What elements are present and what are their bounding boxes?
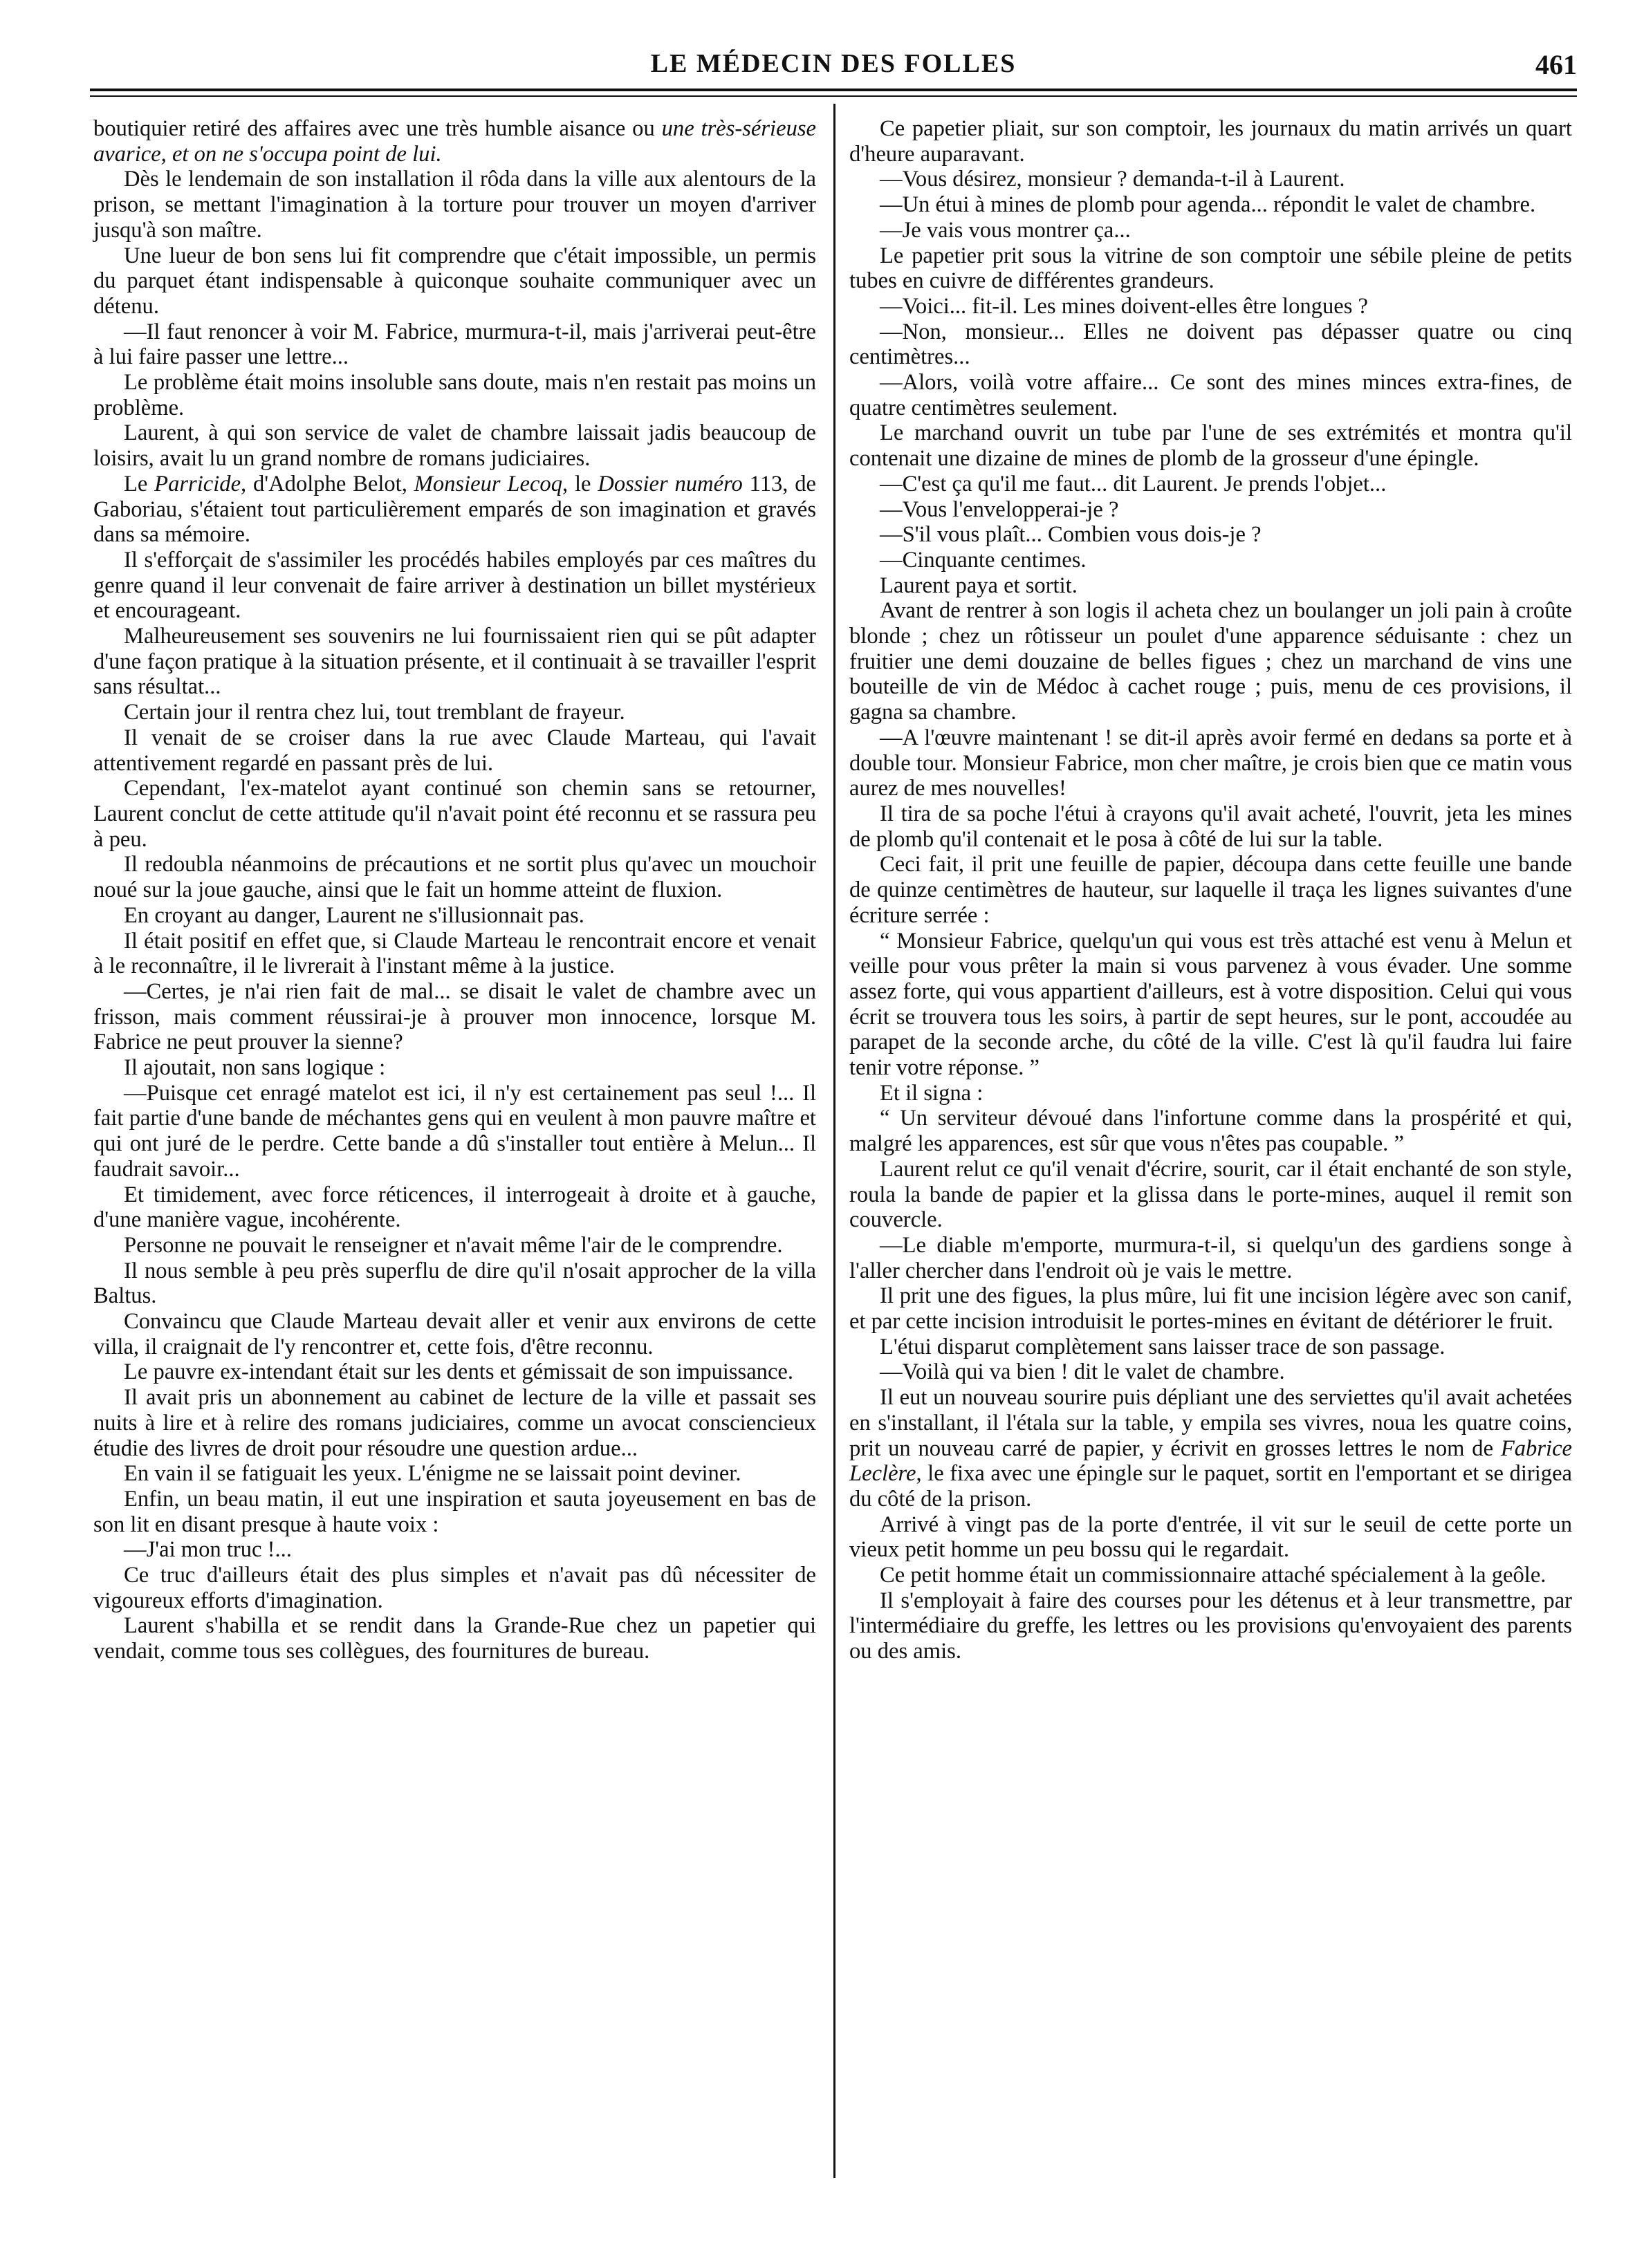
paragraph: Dès le lendemain de son installation il rôda dans la ville aux alentours de la prison, se mettant l'imagination à la torture pour trouver un moyen d'arriver jusqu'à son maître. <box>93 167 816 243</box>
paragraph: Le pauvre ex-intendant était sur les dents et gémissait de son impuissance. <box>124 1359 794 1385</box>
paragraph: Avant de rentrer à son logis il acheta chez un boulanger un joli pain à croûte blonde ; chez un rôtisseur un poulet d'une apparence séduisante : chez un fruitier une demi douzaine de belles figues ; chez un marchand de vins une bouteille de vin de Médoc à cachet rouge ; puis, menu de ces provisions, il gagna sa chambre. <box>849 598 1572 725</box>
paragraph: Cependant, l'ex-matelot ayant continué son chemin sans se retourner, Laurent conclut de cette attitude qu'il n'avait point été reconnu et se rassura peu à peu. <box>93 776 816 852</box>
paragraph: Laurent relut ce qu'il venait d'écrire, sourit, car il était enchanté de son style, roula la bande de papier et la glissa dans le porte-mines, auquel il remit son couvercle. <box>849 1156 1572 1233</box>
paragraph: Le papetier prit sous la vitrine de son comptoir une sébile pleine de petits tubes en cuivre de différentes grandeurs. <box>849 243 1572 294</box>
paragraph: Le marchand ouvrit un tube par l'une de ses extrémités et montra qu'il contenait une dizaine de mines de plomb de la grosseur d'une épingle. <box>849 420 1572 472</box>
paragraph: L'étui disparut complètement sans laisser trace de son passage. <box>880 1334 1446 1359</box>
paragraph: Et il signa : <box>880 1080 983 1106</box>
paragraph: Laurent s'habilla et se rendit dans la Grande-Rue chez un papetier qui vendait, comme tous ses collègues, des fournitures de bureau. <box>93 1613 816 1664</box>
paragraph: Personne ne pouvait le renseigner et n'avait même l'air de le comprendre. <box>124 1232 783 1258</box>
right-column <box>849 116 1572 1664</box>
paragraph: —Puisque cet enragé matelot est ici, il n'y est certainement pas seul !... Il fait partie d'une bande de méchantes gens qui en veulent à mon pauvre maître et qui ont juré de le perdre. Cette bande a dû s'installer tout entière à Melun... Il faudrait savoir... <box>93 1080 816 1182</box>
paragraph: Il s'efforçait de s'assimiler les procédés habiles employés par ces maîtres du genre quand il leur convenait de faire arriver à destination un billet mystérieux et encourageant. <box>93 547 816 624</box>
paragraph: —Cinquante centimes. <box>880 547 1087 573</box>
paragraph: —Vous désirez, monsieur ? demanda-t-il à Laurent. <box>880 167 1345 192</box>
header-rule-thick <box>90 89 1577 91</box>
paragraph: Laurent paya et sortit. <box>880 573 1078 598</box>
left-column <box>93 116 816 1664</box>
paragraph: Il venait de se croiser dans la rue avec Claude Marteau, qui l'avait attentivement regardé en passant près de lui. <box>93 725 816 776</box>
paragraph: Malheureusement ses souvenirs ne lui fournissaient rien qui se pût adapter d'une façon pratique à la situation présente, et il continuait à se travailler l'esprit sans résultat... <box>93 624 816 700</box>
paragraph: En croyant au danger, Laurent ne s'illusionnait pas. <box>124 902 584 928</box>
column-divider <box>833 104 835 2178</box>
paragraph: Le Parricide, d'Adolphe Belot, Monsieur Lecoq, le Dossier numéro 113, de Gaboriau, s'étaient tout particulièrement emparés de son imagination et gravés dans sa mémoire. <box>93 471 816 548</box>
paragraph: Ceci fait, il prit une feuille de papier, découpa dans cette feuille une bande de quinze centimètres de hauteur, sur laquelle il traça les lignes suivantes d'une écriture serrée : <box>849 852 1572 928</box>
paragraph: “ Monsieur Fabrice, quelqu'un qui vous est très attaché est venu à Melun et veille pour vous prêter la main si vous parvenez à vous évader. Une somme assez forte, qui vous appartient d'ailleurs, est à votre disposition. Celui qui vous écrit se trouvera tous les soirs, à partir de sept heures, sur le pont, accoudée au parapet de la seconde arche, du côté de la ville. C'est là qu'il faudra lui faire tenir votre réponse. ” <box>849 928 1572 1081</box>
paragraph: —Le diable m'emporte, murmura-t-il, si quelqu'un des gardiens songe à l'aller chercher dans l'endroit où je vais le mettre. <box>849 1232 1572 1283</box>
paragraph: Et timidement, avec force réticences, il interrogeait à droite et à gauche, d'une manière vague, incohérente. <box>93 1182 816 1233</box>
paragraph: —C'est ça qu'il me faut... dit Laurent. Je prends l'objet... <box>880 471 1387 496</box>
paragraph: Une lueur de bon sens lui fit comprendre que c'était impossible, un permis du parquet étant indispensable à quiconque souhaite communiquer avec un détenu. <box>93 243 816 319</box>
paragraph: —Voici... fit-il. Les mines doivent-elles être longues ? <box>880 293 1368 319</box>
paragraph: —Voilà qui va bien ! dit le valet de chambre. <box>880 1359 1285 1385</box>
paragraph: —Il faut renoncer à voir M. Fabrice, murmura-t-il, mais j'arriverai peut-être à lui faire passer une lettre... <box>93 319 816 370</box>
paragraph: Le problème était moins insoluble sans doute, mais n'en restait pas moins un problème. <box>93 370 816 420</box>
running-header <box>90 48 1577 90</box>
paragraph: “ Un serviteur dévoué dans l'infortune comme dans la prospérité et qui, malgré les apparences, est sûr que vous n'êtes pas coupable. ” <box>849 1106 1572 1157</box>
paragraph: —Vous l'envelopperai-je ? <box>880 496 1119 522</box>
paragraph: Il était positif en effet que, si Claude Marteau le rencontrait encore et venait à le reconnaître, il le livrerait à l'instant même à la justice. <box>93 928 816 979</box>
paragraph: —A l'œuvre maintenant ! se dit-il après avoir fermé en dedans sa porte et à double tour. Monsieur Fabrice, mon cher maître, je crois bien que ce matin vous aurez de mes nouvelles! <box>849 725 1572 801</box>
paragraph: Arrivé à vingt pas de la porte d'entrée, il vit sur le seuil de cette porte un vieux petit homme un peu bossu qui le regardait. <box>849 1512 1572 1563</box>
paragraph: Il avait pris un abonnement au cabinet de lecture de la ville et passait ses nuits à lire et à relire des romans judiciaires, comme un avocat consciencieux étudie des livres de droit pour résoudre une question ardue... <box>93 1385 816 1461</box>
paragraph: —Je vais vous montrer ça... <box>880 217 1131 243</box>
paragraph: —S'il vous plaît... Combien vous dois-je ? <box>880 522 1262 548</box>
running-title: LE MÉDECIN DES FOLLES <box>650 49 1017 78</box>
paragraph: Laurent, à qui son service de valet de chambre laissait jadis beaucoup de loisirs, avait lu un grand nombre de romans judiciaires. <box>93 420 816 472</box>
paragraph: —Certes, je n'ai rien fait de mal... se disait le valet de chambre avec un frisson, mais comment réussirai-je à prouver mon innocence, lorsque M. Fabrice ne peut prouver la sienne? <box>93 978 816 1055</box>
paragraph: Convaincu que Claude Marteau devait aller et venir aux environs de cette villa, il craignait de l'y rencontrer et, cette fois, d'être reconnu. <box>93 1309 816 1359</box>
paragraph: Certain jour il rentra chez lui, tout tremblant de frayeur. <box>124 700 625 725</box>
paragraph: Il s'employait à faire des courses pour les détenus et à leur transmettre, par l'intermédiaire du greffe, les lettres ou les provisions qu'envoyaient des parents ou des amis. <box>849 1588 1572 1664</box>
paragraph: Il ajoutait, non sans logique : <box>124 1055 386 1081</box>
paragraph: —J'ai mon truc !... <box>124 1537 292 1563</box>
paragraph: —Alors, voilà votre affaire... Ce sont des mines minces extra-fines, de quatre centimètres seulement. <box>849 370 1572 420</box>
paragraph: Il eut un nouveau sourire puis dépliant une des serviettes qu'il avait achetées en s'installant, il l'étala sur la table, y empila ses vivres, noua les quatre coins, prit un nouveau carré de papier, y écrivit en grosses lettres le nom de Fabrice Leclère, le fixa avec une épingle sur le paquet, sortit en l'emportant et se dirigea du côté de la prison. <box>849 1385 1572 1512</box>
paragraph: Ce truc d'ailleurs était des plus simples et n'avait pas dû nécessiter de vigoureux efforts d'imagination. <box>93 1563 816 1613</box>
paragraph: En vain il se fatiguait les yeux. L'énigme ne se laissait point deviner. <box>124 1461 741 1487</box>
paragraph: —Non, monsieur... Elles ne doivent pas dépasser quatre ou cinq centimètres... <box>849 319 1572 370</box>
paragraph: boutiquier retiré des affaires avec une très humble aisance ou une très-sérieuse avarice, et on ne s'occupa point de lui. <box>93 116 816 167</box>
paragraph: Enfin, un beau matin, il eut une inspiration et sauta joyeusement en bas de son lit en disant presque à haute voix : <box>93 1486 816 1537</box>
paragraph: Ce petit homme était un commissionnaire attaché spécialement à la geôle. <box>880 1563 1546 1588</box>
paragraph: Il nous semble à peu près superflu de dire qu'il n'osait approcher de la villa Baltus. <box>93 1258 816 1309</box>
paragraph: Il redoubla néanmoins de précautions et ne sortit plus qu'avec un mouchoir noué sur la joue gauche, ainsi que le fait un homme atteint de fluxion. <box>93 852 816 903</box>
paragraph: Il tira de sa poche l'étui à crayons qu'il avait acheté, l'ouvrit, jeta les mines de plomb qu'il contenait et le posa à côté de lui sur la table. <box>849 801 1572 852</box>
paragraph: Ce papetier pliait, sur son comptoir, les journaux du matin arrivés un quart d'heure auparavant. <box>849 116 1572 167</box>
paragraph: Il prit une des figues, la plus mûre, lui fit une incision légère avec son canif, et par cette incision introduisit le portes-mines en évitant de détériorer le fruit. <box>849 1283 1572 1335</box>
header-rule-thin <box>90 95 1577 97</box>
paragraph: —Un étui à mines de plomb pour agenda... répondit le valet de chambre. <box>880 192 1536 218</box>
page-number: 461 <box>1535 49 1577 80</box>
